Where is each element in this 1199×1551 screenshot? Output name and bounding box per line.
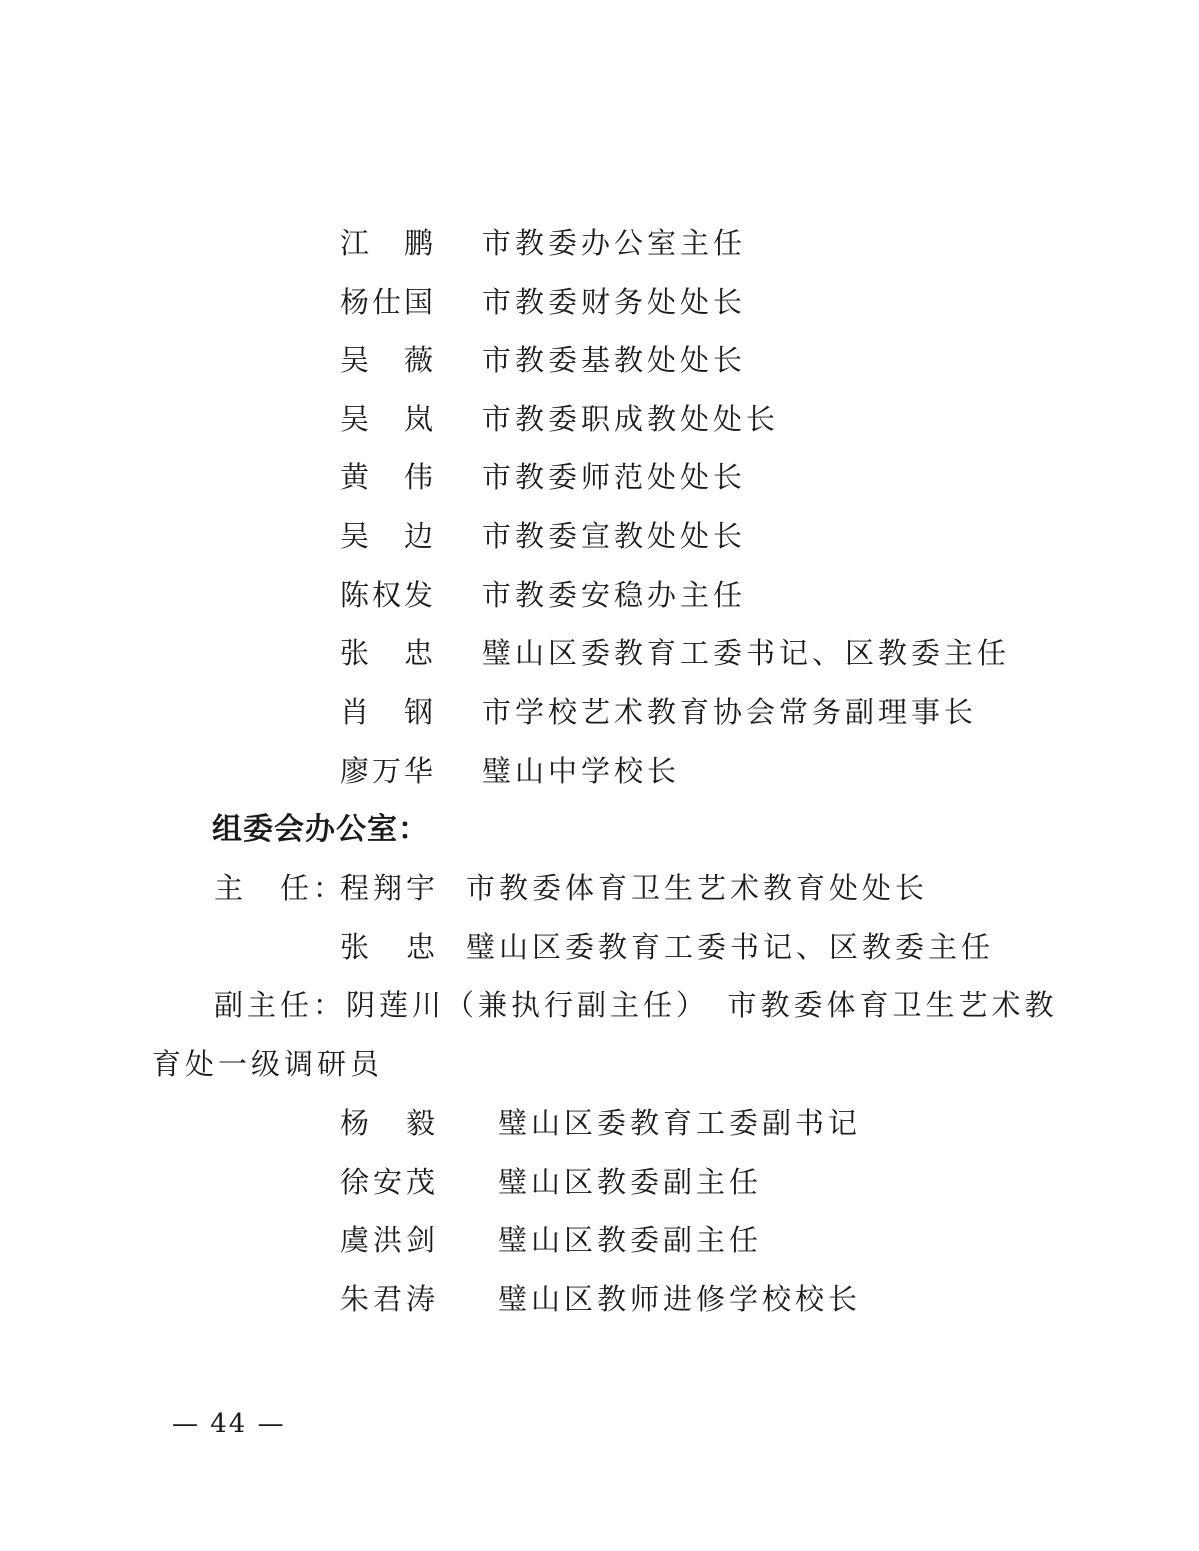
member-name: 黄 伟: [340, 460, 437, 494]
member-name: 吴 岚: [340, 402, 437, 436]
deputy-title: 璧山区教师进修学校校长: [498, 1282, 862, 1316]
member-name: 吴 薇: [340, 343, 437, 377]
deputy-first-text: 阴莲川（兼执行副主任） 市教委体育卫生艺术教: [346, 988, 1058, 1022]
member-name: 肖 钢: [340, 695, 437, 729]
office-heading: 组委会办公室：: [212, 812, 429, 847]
member-title: 璧山中学校长: [482, 754, 681, 788]
deputy-line: [214, 986, 1058, 1024]
member-title: 市学校艺术教育协会常务副理事长: [482, 695, 978, 729]
member-title: 璧山区委教育工委书记、区教委主任: [482, 636, 1011, 670]
director-label: 主 任：: [214, 871, 347, 905]
member-name: 江 鹏: [340, 226, 437, 260]
deputy-title: 璧山区委教育工委副书记: [498, 1106, 862, 1140]
member-title: 市教委师范处处长: [482, 460, 747, 494]
deputy-continuation: 育处一级调研员: [152, 1047, 384, 1081]
deputy-name: 徐安茂: [340, 1165, 440, 1199]
member-title: 市教委办公室主任: [482, 226, 747, 260]
deputy-name: 杨 毅: [340, 1106, 440, 1140]
member-title: 市教委宣教处处长: [482, 519, 747, 553]
deputy-name: 朱君涛: [340, 1282, 440, 1316]
page-number: — 44 —: [172, 1409, 286, 1439]
member-name: 廖万华: [340, 754, 437, 788]
deputy-name: 虞洪剑: [340, 1223, 440, 1257]
member-name: 陈权发: [340, 578, 437, 612]
member-title: 市教委基教处处长: [482, 343, 747, 377]
member-name: 吴 边: [340, 519, 437, 553]
director-title: 市教委体育卫生艺术教育处处长: [466, 871, 929, 905]
member-title: 市教委职成教处处长: [482, 402, 780, 436]
director-name: 程翔宇: [340, 871, 440, 905]
director-name: 张 忠: [340, 930, 440, 964]
deputy-label: 副主任：: [214, 988, 347, 1022]
deputy-title: 璧山区教委副主任: [498, 1165, 763, 1199]
member-title: 市教委财务处处长: [482, 285, 747, 319]
director-title: 璧山区委教育工委书记、区教委主任: [466, 930, 995, 964]
member-name: 张 忠: [340, 636, 437, 670]
member-title: 市教委安稳办主任: [482, 578, 747, 612]
member-name: 杨仕国: [340, 285, 437, 319]
deputy-title: 璧山区教委副主任: [498, 1223, 763, 1257]
